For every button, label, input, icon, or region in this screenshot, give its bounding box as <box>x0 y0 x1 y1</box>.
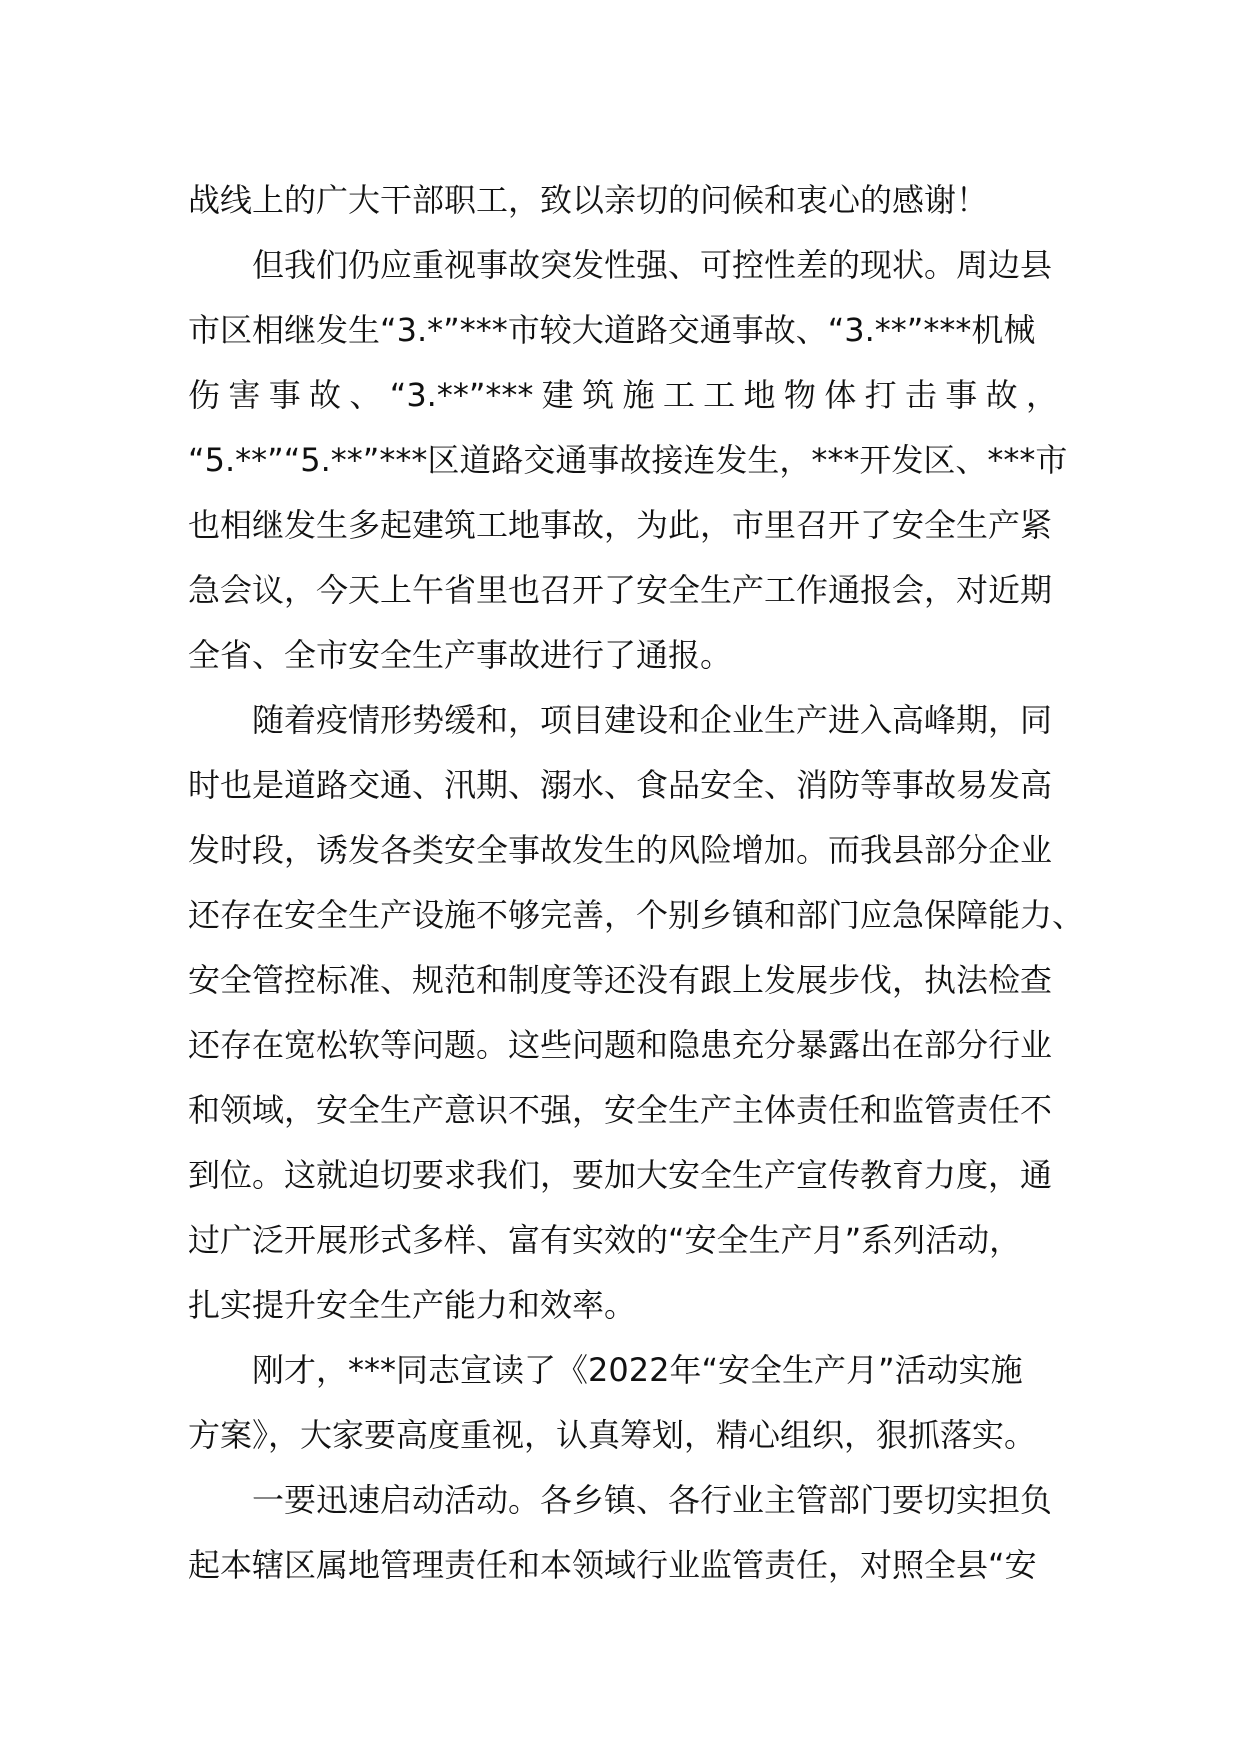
text-line: 随着疫情形势缓和，项目建设和企业生产进入高峰期，同 <box>252 701 1053 739</box>
text-line: 到位。这就迫切要求我们，要加大安全生产宣传教育力度，通 <box>188 1156 1053 1194</box>
text-line: 全省、全市安全生产事故进行了通报。 <box>188 636 733 674</box>
text-line: 也相继发生多起建筑工地事故，为此，市里召开了安全生产紧 <box>188 506 1053 544</box>
text-line: 发时段，诱发各类安全事故发生的风险增加。而我县部分企业 <box>188 831 1053 869</box>
text-line: 还存在安全生产设施不够完善，个别乡镇和部门应急保障能力、 <box>188 896 1085 934</box>
text-line: 方案》，大家要高度重视，认真筹划，精心组织，狠抓落实。 <box>188 1416 1037 1454</box>
text-line: 一要迅速启动活动。各乡镇、各行业主管部门要切实担负 <box>252 1481 1053 1519</box>
text-line: 还存在宽松软等问题。这些问题和隐患充分暴露出在部分行业 <box>188 1026 1053 1064</box>
text-line: 时也是道路交通、汛期、溺水、食品安全、消防等事故易发高 <box>188 766 1053 804</box>
text-line: 战线上的广大干部职工，致以亲切的问候和衷心的感谢！ <box>188 181 989 219</box>
text-line: 伤害事故、“3.**”***建筑施工工地物体打击事故， <box>188 376 1058 414</box>
body-text <box>188 168 1085 1598</box>
text-line: 但我们仍应重视事故突发性强、可控性差的现状。周边县 <box>252 246 1053 284</box>
text-line: 过广泛开展形式多样、富有实效的“安全生产月”系列活动， <box>188 1221 1022 1259</box>
text-line: 起本辖区属地管理责任和本领域行业监管责任，对照全县“安 <box>188 1546 1037 1584</box>
text-line: 市区相继发生“3.*”***市较大道路交通事故、“3.**”***机械 <box>188 311 1036 349</box>
text-line: 和领域，安全生产意识不强，安全生产主体责任和监管责任不 <box>188 1091 1053 1129</box>
text-line: “5.**”“5.**”***区道路交通事故接连发生，***开发区、***市 <box>188 441 1068 479</box>
text-line: 扎实提升安全生产能力和效率。 <box>188 1286 637 1324</box>
text-line: 安全管控标准、规范和制度等还没有跟上发展步伐，执法检查 <box>188 961 1053 999</box>
text-line: 急会议，今天上午省里也召开了安全生产工作通报会，对近期 <box>188 571 1053 609</box>
text-line: 刚才，***同志宣读了《2022年“安全生产月”活动实施 <box>252 1351 1023 1389</box>
